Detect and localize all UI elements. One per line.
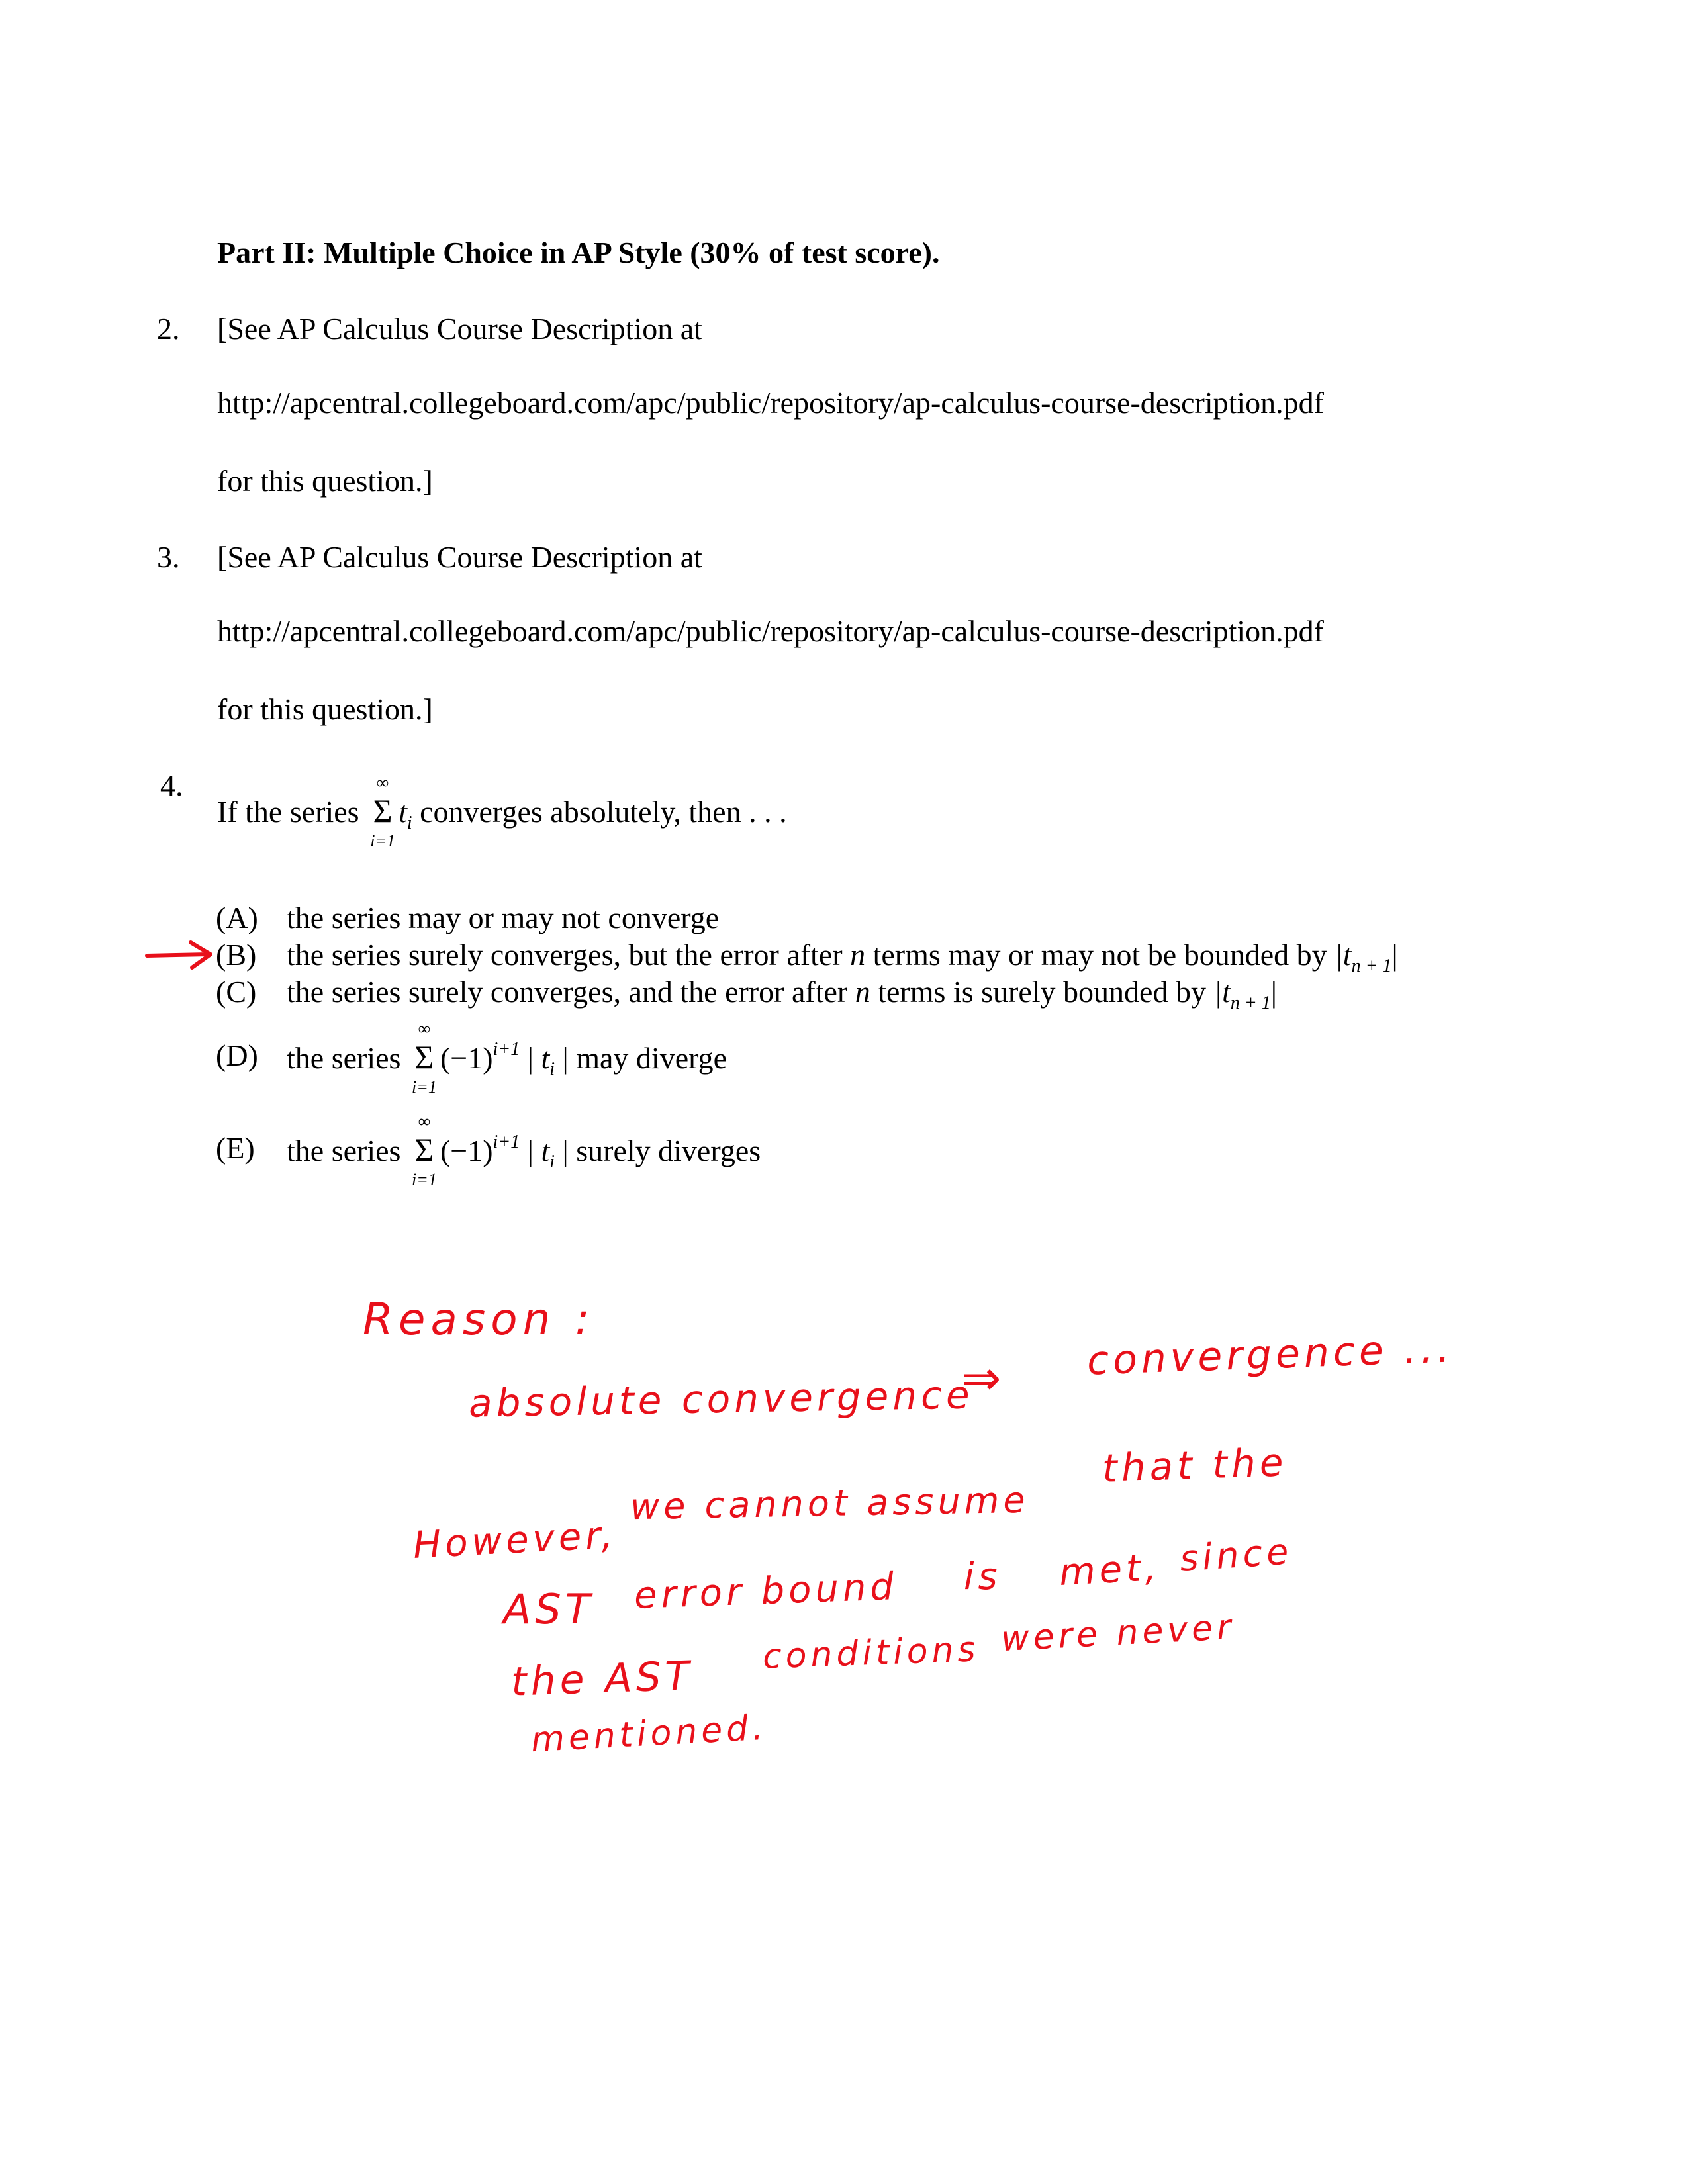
- option-c-letter: (C): [216, 975, 257, 1009]
- option-d-sigma-lower: i=1: [412, 1077, 437, 1097]
- handwritten-conditions: conditions: [762, 1629, 980, 1677]
- option-e-expr-sup: i+1: [492, 1132, 520, 1152]
- handwritten-that-the: that the: [1101, 1439, 1288, 1491]
- handwritten-reason-label: Reason :: [363, 1294, 595, 1345]
- handwritten-since: since: [1178, 1530, 1294, 1580]
- option-e-text-after: surely diverges: [576, 1134, 761, 1167]
- question-3-line1: [See AP Calculus Course Description at: [217, 540, 702, 574]
- option-b-text: [287, 937, 1398, 977]
- option-e-summation-symbol: Σ ∞ i=1: [408, 1130, 440, 1169]
- sigma-lower-limit: i=1: [370, 831, 395, 850]
- option-d-letter: (D): [216, 1038, 258, 1072]
- option-d-text: [287, 1019, 727, 1097]
- option-e-abs-close: |: [555, 1134, 569, 1167]
- handwritten-convergence: convergence ...: [1086, 1325, 1455, 1385]
- question-4-prompt: [217, 773, 787, 850]
- option-e-expr: (−1): [440, 1134, 493, 1167]
- handwritten-implies-arrow: ⇒: [961, 1350, 1006, 1406]
- prompt-after: converges absolutely, then . . .: [420, 795, 787, 829]
- handwritten-the-ast: the AST: [510, 1653, 694, 1706]
- option-d-sigma-upper: ∞: [418, 1019, 431, 1038]
- option-e-abs-term: t: [541, 1134, 550, 1167]
- question-2-url: http://apcentral.collegeboard.com/apc/public/repository/ap-calculus-course-description.pdf: [217, 386, 1324, 420]
- option-b-n: n: [850, 938, 866, 972]
- handwritten-mentioned: mentioned.: [530, 1707, 769, 1760]
- selected-answer-arrow-icon: [144, 938, 216, 972]
- option-c-bound: |t: [1213, 975, 1231, 1009]
- section-heading: Part II: Multiple Choice in AP Style (30% of test score).: [217, 236, 940, 269]
- handwritten-error-bound: error bound: [633, 1565, 898, 1617]
- question-4-number: 4.: [160, 768, 183, 802]
- question-3-url: http://apcentral.collegeboard.com/apc/public/repository/ap-calculus-course-description.pdf: [217, 614, 1324, 648]
- handwritten-however: However,: [412, 1513, 618, 1568]
- question-2-line3: for this question.]: [217, 464, 433, 498]
- handwritten-ast-1: AST: [503, 1585, 594, 1633]
- option-d-abs-term: t: [541, 1041, 550, 1075]
- handwritten-we-cannot-assume: we cannot assume: [630, 1479, 1030, 1528]
- question-2-line1: [See AP Calculus Course Description at: [217, 312, 702, 345]
- option-b-bound-subscript: n + 1: [1351, 956, 1392, 976]
- sigma-upper-limit: ∞: [376, 773, 389, 792]
- option-b-text-after: terms may or may not be bounded by: [872, 938, 1327, 972]
- option-e-letter: (E): [216, 1131, 255, 1165]
- series-term-subscript: i: [406, 813, 412, 833]
- option-c-bound-subscript: n + 1: [1230, 993, 1271, 1013]
- question-2-number: 2.: [157, 312, 180, 345]
- option-d-summation-symbol: Σ ∞ i=1: [408, 1038, 440, 1076]
- option-c-bound-close: |: [1270, 975, 1278, 1009]
- option-d-expr-sup: i+1: [492, 1039, 520, 1060]
- option-d-text-before: the series: [287, 1041, 401, 1075]
- handwritten-absolute-convergence: absolute convergence: [468, 1372, 974, 1426]
- option-d-text-after: may diverge: [576, 1041, 727, 1075]
- handwritten-is: is: [964, 1555, 1002, 1598]
- option-e-text: [287, 1112, 761, 1189]
- option-c-text-before: the series surely converges, and the error after: [287, 975, 848, 1009]
- option-e-text-before: the series: [287, 1134, 401, 1167]
- option-b-text-before: the series surely converges, but the error after: [287, 938, 843, 972]
- prompt-before: If the series: [217, 795, 359, 829]
- question-3-line3: for this question.]: [217, 692, 433, 726]
- option-b-bound: |t: [1335, 938, 1352, 972]
- option-c-text-after: terms is surely bounded by: [878, 975, 1206, 1009]
- handwritten-met: met,: [1058, 1546, 1162, 1594]
- option-e-sigma-lower: i=1: [412, 1170, 437, 1189]
- option-a-text: the series may or may not converge: [287, 901, 720, 934]
- option-d-abs-sub: i: [549, 1059, 555, 1079]
- series-term: t: [399, 795, 407, 829]
- option-e-sigma-upper: ∞: [418, 1112, 431, 1131]
- option-c-text: [287, 974, 1277, 1014]
- question-3-number: 3.: [157, 540, 180, 574]
- option-a-letter: (A): [216, 901, 258, 934]
- option-d-abs-close: |: [555, 1041, 569, 1075]
- summation-symbol: Σ ∞ i=1: [367, 792, 399, 830]
- handwritten-were-never: were never: [1000, 1607, 1236, 1660]
- option-c-n: n: [855, 975, 870, 1009]
- option-b-bound-close: |: [1391, 938, 1398, 972]
- option-e-abs-sub: i: [549, 1152, 555, 1172]
- option-d-expr: (−1): [440, 1041, 493, 1075]
- option-d-abs-open: |: [527, 1041, 541, 1075]
- option-b-letter: (B): [216, 938, 257, 972]
- option-e-abs-open: |: [527, 1134, 541, 1167]
